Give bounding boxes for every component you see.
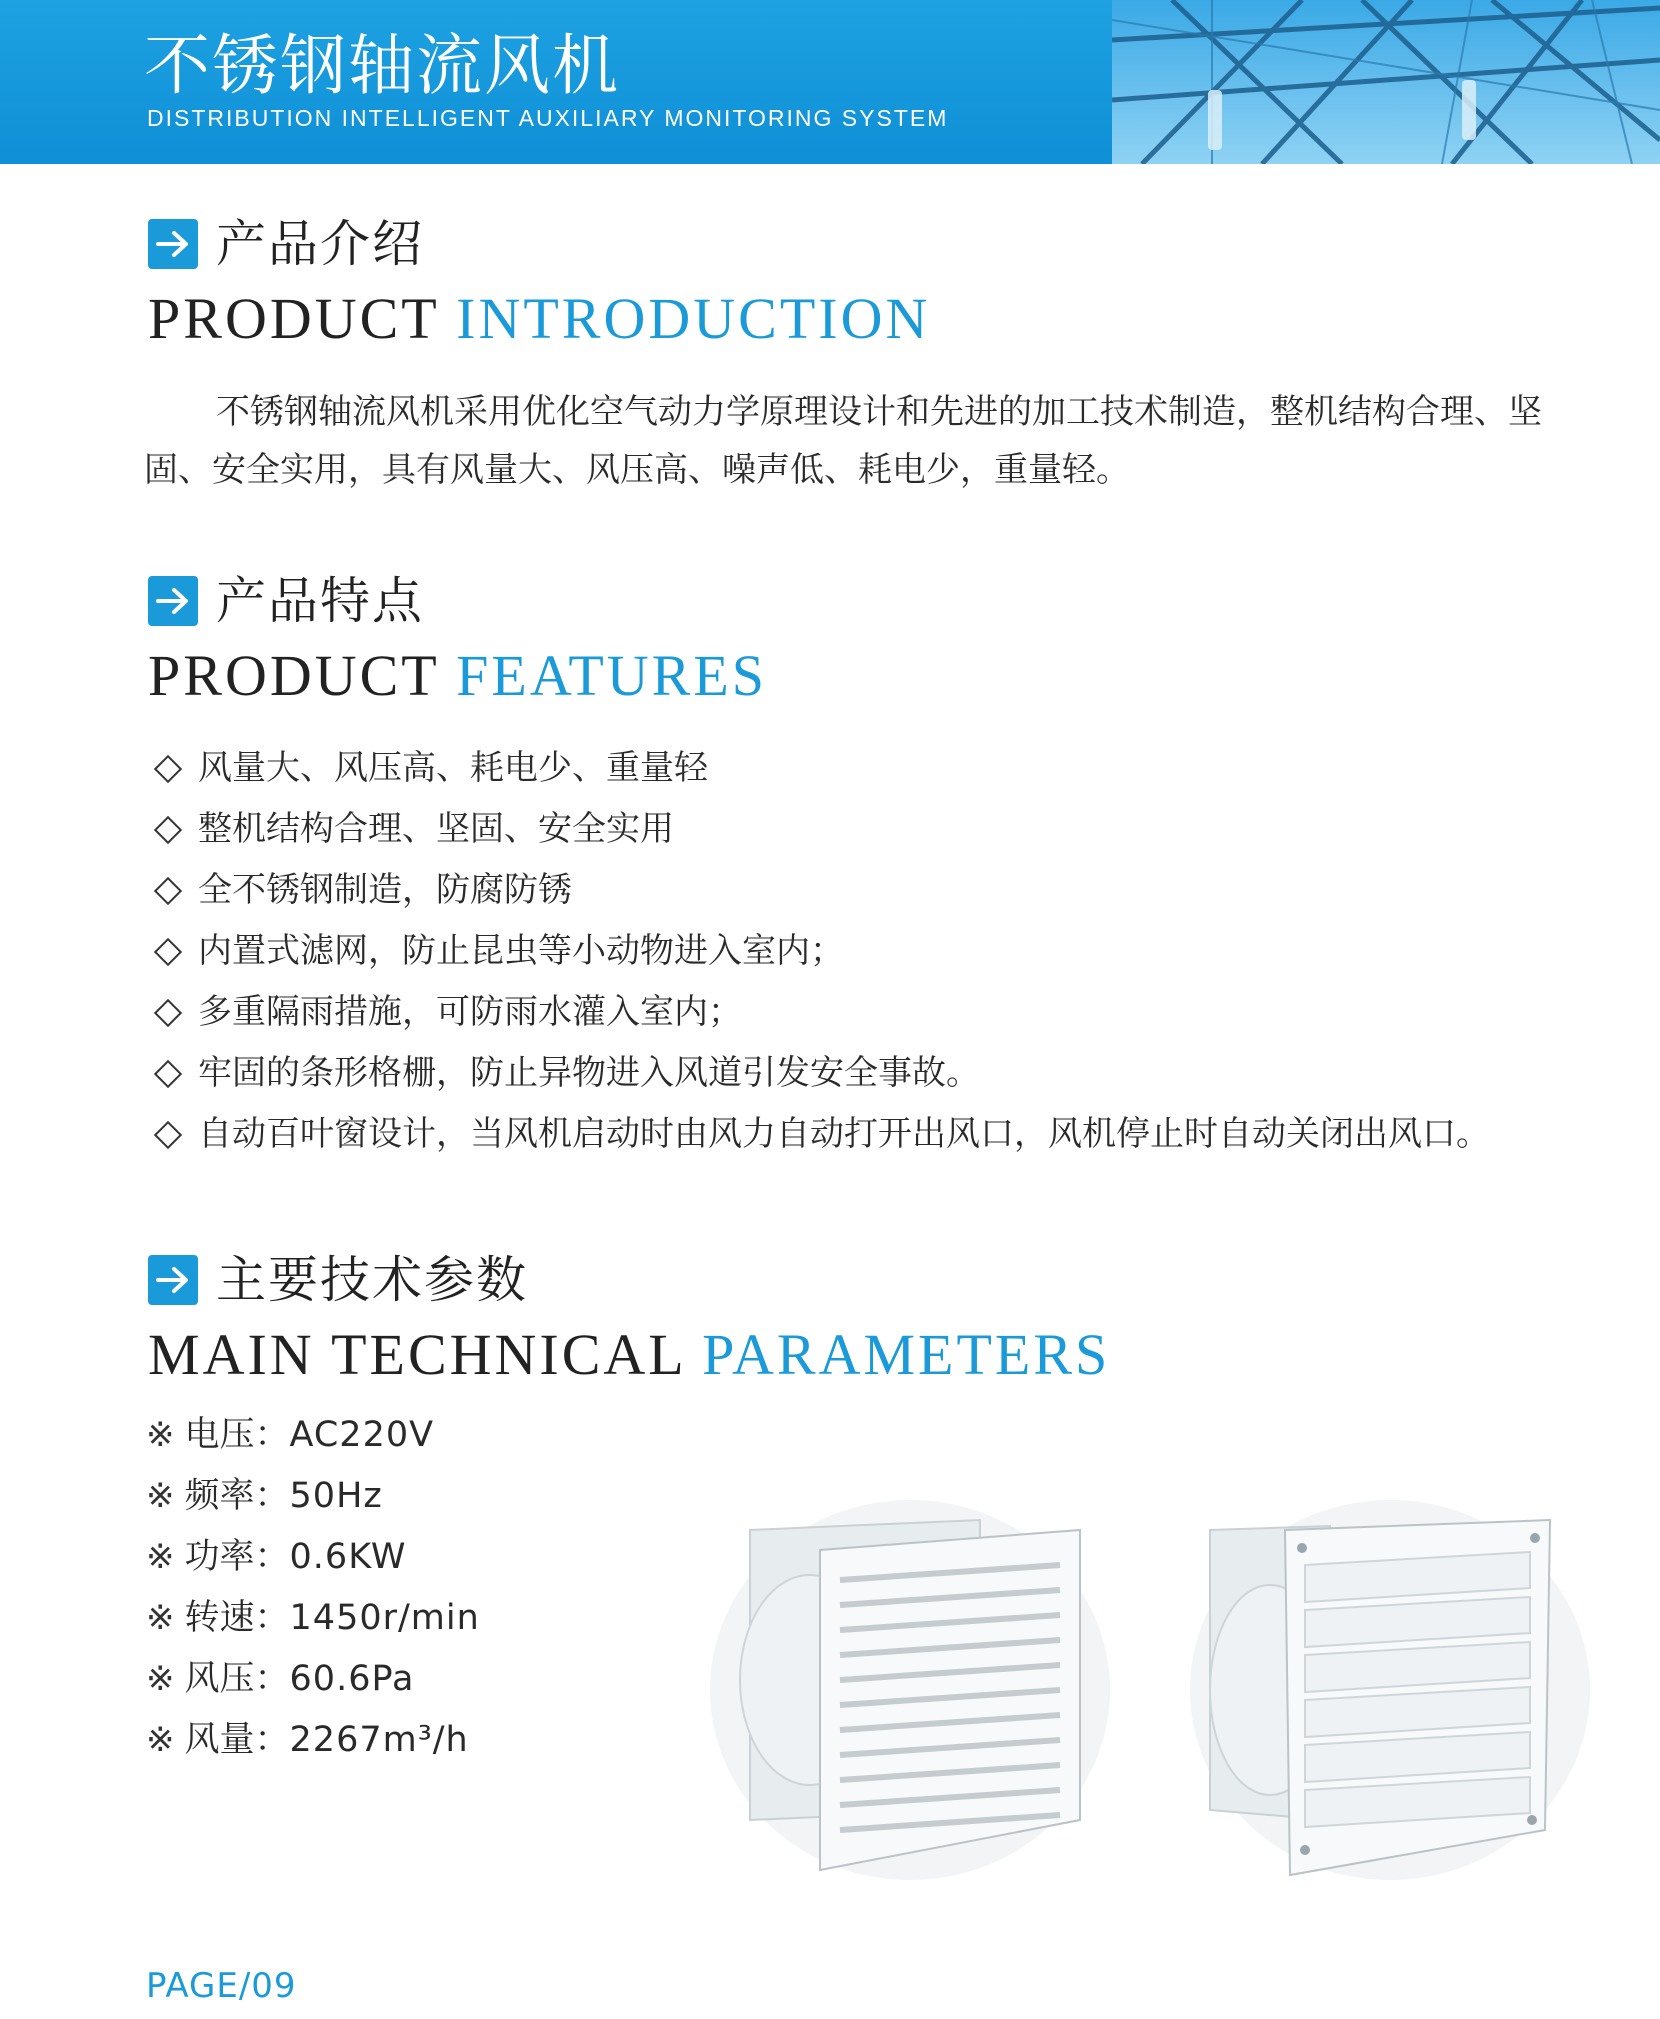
list-item — [152, 860, 1490, 921]
header-banner — [0, 0, 1660, 164]
section-title-cn: 产品介绍 — [216, 215, 424, 273]
param-row: ※ 频率 ： 50Hz — [146, 1466, 480, 1527]
list-item — [152, 921, 1490, 982]
page-number: PAGE/09 — [146, 1966, 297, 2006]
param-label: 风压 — [184, 1659, 255, 1699]
diamond-icon — [154, 1120, 182, 1148]
section-title-en-accent: INTRODUCTION — [456, 286, 931, 351]
reference-mark-icon: ※ — [146, 1720, 175, 1760]
diamond-icon — [154, 998, 182, 1026]
param-value: 1450r/min — [289, 1598, 480, 1638]
page-subtitle: DISTRIBUTION INTELLIGENT AUXILIARY MONITORING SYSTEM — [147, 105, 949, 131]
section-title-en-dark: PRODUCT — [148, 286, 439, 351]
param-row: ※ 风压 ： 60.6Pa — [146, 1649, 480, 1710]
param-row: ※ 电压 ： AC220V — [146, 1405, 480, 1466]
features-list — [152, 738, 1490, 1165]
reference-mark-icon: ※ — [146, 1415, 175, 1455]
param-label: 功率 — [184, 1537, 255, 1577]
arrow-right-icon — [148, 219, 198, 269]
diamond-icon — [154, 1059, 182, 1087]
list-item — [152, 738, 1490, 799]
section-title-en — [148, 286, 930, 352]
section-title-en — [148, 643, 767, 709]
feature-text: 整机结构合理、坚固、安全实用 — [198, 809, 674, 849]
feature-text: 多重隔雨措施，可防雨水灌入室内； — [198, 992, 742, 1032]
feature-text: 风量大、风压高、耗电少、重量轻 — [198, 748, 708, 788]
section-title-en — [148, 1322, 1110, 1388]
list-item — [152, 799, 1490, 860]
fan-product-image — [700, 1490, 1120, 1890]
arrow-right-icon — [148, 576, 198, 626]
diamond-icon — [154, 937, 182, 965]
diamond-icon — [154, 815, 182, 843]
diamond-icon — [154, 754, 182, 782]
intro-text: 不锈钢轴流风机采用优化空气动力学原理设计和先进的加工技术制造，整机结构合理、坚固、安全实用，具有风量大、风压高、噪声低、耗电少，重量轻。 — [144, 392, 1542, 490]
section-title-en-accent: PARAMETERS — [702, 1322, 1111, 1387]
section-title-en-dark: MAIN TECHNICAL — [148, 1322, 685, 1387]
features-section — [148, 569, 767, 709]
fan-product-image — [1180, 1490, 1600, 1890]
param-value: 0.6KW — [289, 1537, 407, 1577]
section-title-en-accent: FEATURES — [456, 643, 767, 708]
param-value: 2267m³/h — [289, 1720, 469, 1760]
param-label: 电压 — [184, 1415, 255, 1455]
list-item — [152, 1043, 1490, 1104]
reference-mark-icon: ※ — [146, 1476, 175, 1516]
section-title-cn: 主要技术参数 — [216, 1251, 528, 1309]
param-row: ※ 转速 ： 1450r/min — [146, 1588, 480, 1649]
list-item — [152, 982, 1490, 1043]
params-section — [148, 1248, 1110, 1388]
param-value: 60.6Pa — [289, 1659, 415, 1699]
params-list — [146, 1405, 480, 1771]
diamond-icon — [154, 876, 182, 904]
feature-text: 牢固的条形格栅，防止异物进入风道引发安全事故。 — [198, 1053, 980, 1093]
section-title-en-dark: PRODUCT — [148, 643, 439, 708]
param-row: ※ 风量 ： 2267m³/h — [146, 1710, 480, 1771]
param-label: 风量 — [184, 1720, 255, 1760]
intro-paragraph — [144, 383, 1604, 499]
feature-text: 全不锈钢制造，防腐防锈 — [198, 870, 572, 910]
param-value: 50Hz — [289, 1476, 383, 1516]
intro-section — [148, 212, 930, 352]
feature-text: 内置式滤网，防止昆虫等小动物进入室内； — [198, 931, 844, 971]
list-item — [152, 1104, 1490, 1165]
page-title: 不锈钢轴流风机 — [144, 27, 620, 104]
reference-mark-icon: ※ — [146, 1537, 175, 1577]
power-tower-photo — [1112, 0, 1660, 164]
param-value: AC220V — [289, 1415, 435, 1455]
feature-text: 自动百叶窗设计，当风机启动时由风力自动打开出风口，风机停止时自动关闭出风口。 — [198, 1114, 1490, 1154]
reference-mark-icon: ※ — [146, 1598, 175, 1638]
arrow-right-icon — [148, 1255, 198, 1305]
param-label: 转速 — [184, 1598, 255, 1638]
reference-mark-icon: ※ — [146, 1659, 175, 1699]
param-label: 频率 — [184, 1476, 255, 1516]
param-row: ※ 功率 ： 0.6KW — [146, 1527, 480, 1588]
section-title-cn: 产品特点 — [216, 572, 424, 630]
